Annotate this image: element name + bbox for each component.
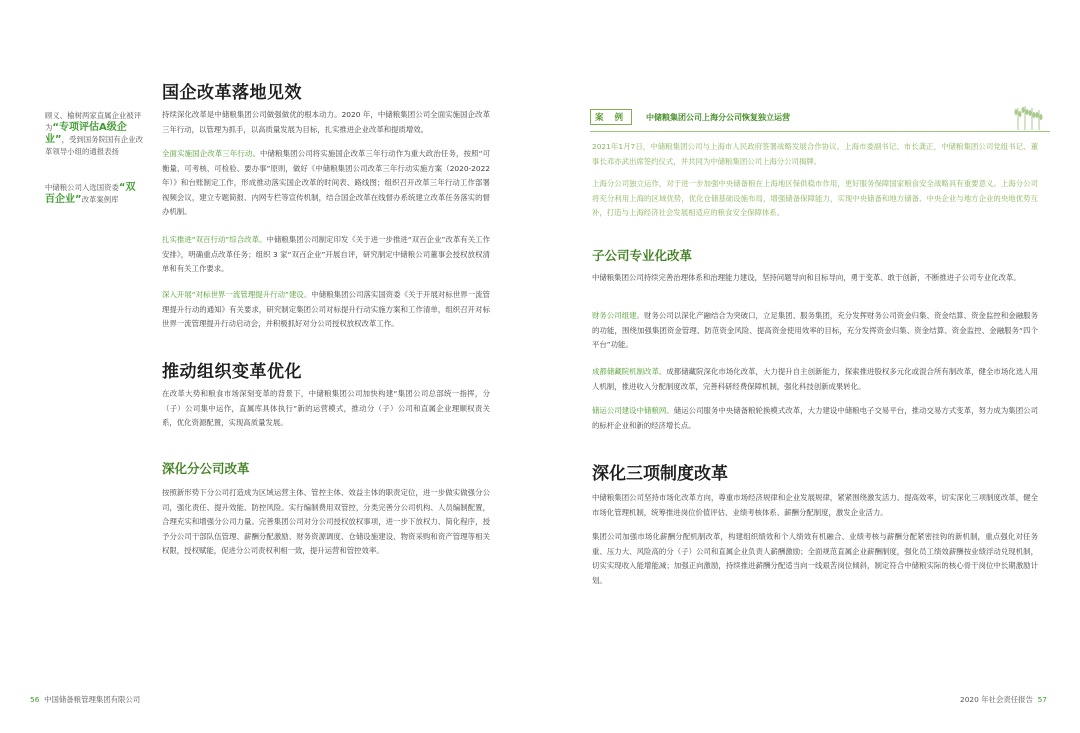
footer-report-title: 2020 年社会责任报告 <box>960 695 1033 704</box>
para-benchmark: 深入开展“对标世界一流管理提升行动”建设。中储粮集团公司落实国资委《关于开展对标世界一流管理提升行动的通知》有关要求，研究制定集团公司对标提升行动实施方案和工作清单，组织召开对标世界一流管理提升行动启动会，并积极抓好对分公司授权放权改革工作。 <box>162 290 490 328</box>
footer-right <box>960 694 1047 705</box>
sidebar-highlight-a: 顾义、榆树两家直属企业被评为“专项评估A级企业”，受到国务院国有企业改革领导小组的通报表扬 <box>45 111 143 156</box>
case-label: 案 例 <box>590 109 632 125</box>
para-three-year-action: 全面实施国企改革三年行动。中储粮集团公司将实施国企改革三年行动作为重大政治任务，按照“可衡量、可考核、可检验、要办事”原则，做好《中储粮集团公司改革三年行动实施方案（2020-2022 年）》和台账制定工作，形成推动落实国企改革的时间表、路线图；组织召开改革三年行动工作部署视频会议，建立专题简报、内网专栏等宣传机制，结合国企改革在线督办系统建立改革任务落实的督办机制。 <box>162 149 490 216</box>
case-para-1: 2021年1月7日，中储粮集团公司与上海市人民政府签署战略发展合作协议。上海市委副书记、市长龚正，中储粮集团公司党组书记、董事长邓亦武出席签约仪式，并共同为中储粮集团公司上海分公司揭牌。 <box>592 142 1038 166</box>
footer-left <box>30 694 140 705</box>
para-branch-reform: 按照新形势下分公司打造成为区域运营主体、管控主体、效益主体的职责定位，进一步做实做强分公司，强化责任、提升效能、防控风险。实行编制费用双管控，分类完善分公司机构、人员编制配置，合理充实和增强分公司力量。完善集团公司对分公司授权放权事项，进一步下放权力、简化程序，授予分公司干部队伍管理、薪酬分配激励、财务资源调度、仓储设施建设、物资采购和资产管理等相关权限，授权赋能，促进分公司责权利相一致，提升运营和管控效率。 <box>162 488 490 555</box>
para-intro: 持续深化改革是中储粮集团公司做强做优的根本动力。2020 年，中储粮集团公司全面实施国企改革三年行动，以管理为抓手，以高质量发展为目标，扎实推进企业改革和提质增效。 <box>162 110 490 134</box>
heading-reform-results: 国企改革落地见效 <box>162 83 302 103</box>
heading-subsidiary-reform: 子公司专业化改革 <box>592 248 693 263</box>
para-three-systems-2: 集团公司加强市场化薪酬分配机制改革，构建组织绩效和个人绩效有机融合、业绩考核与薪酬分配紧密挂钩的新机制，重点强化对任务重、压力大、风险高的分（子）公司和直属企业负责人薪酬激励；全面规范直属企业薪酬制度，强化员工绩效薪酬按业绩浮动兑现机制，切实实现收入能增能减；加强正向激励，持续推进薪酬分配适当向一线艰苦岗位倾斜，制定符合中储粮实际的核心骨干岗位中长期激励计划。 <box>592 532 1038 585</box>
heading-org-reform: 推动组织变革优化 <box>162 362 302 382</box>
para-double-hundred: 扎实推进“双百行动”综合改革。中储粮集团公司制定印发《关于进一步推进“双百企业”改革有关工作安排》，明确重点改革任务；组织 3 家“双百企业”开展自评，研究制定中储粮公司董事会授权放权清单和有关工作要求。 <box>162 235 490 273</box>
sidebar-highlight-a-text: “专项评估A级企业” <box>45 122 127 145</box>
case-title: 中储粮集团公司上海分公司恢复独立运营 <box>645 112 790 122</box>
para-finance-company: 财务公司组建。财务公司以深化产融结合为突破口，立足集团、服务集团，充分发挥财务公司资金归集、资金结算、资金监控和金融服务的功能，围绕加强集团资金管理、防范资金风险、提高资金使用效率的目标，充分发挥资金归集、资金结算、资金监控、金融服务“四个平台”功能。 <box>592 311 1038 349</box>
page-number-right: 57 <box>1037 695 1048 704</box>
sidebar-highlight-b-text: “双百企业” <box>45 182 136 205</box>
page-number-left: 56 <box>30 695 40 704</box>
para-trade-platform: 储运公司建设中储粮网。储运公司服务中央储备粮轮换模式改革，大力建设中储粮电子交易平台，推动交易方式变革，努力成为集团公司的标杆企业和新的经济增长点。 <box>592 406 1038 430</box>
case-para-2: 上海分公司独立运作，对于进一步加强中央储备粮在上海地区保供稳市作用，更好服务保障国家粮食安全战略具有重要意义。上海分公司将充分利用上海的区域优势，优化仓储基础设施布局，增强储备保障能力，实现中央储备和地方储备、中央企业与地方企业的央地优势互补，打造与上海经济社会发展相适应的粮食安全保障体系。 <box>592 179 1038 217</box>
para-three-systems-1: 中储粮集团公司坚持市场化改革方向，尊重市场经济规律和企业发展规律，紧紧围绕激发活力、提高效率，切实深化三项制度改革，健全市场化管理机制，统筹推进岗位价值评估、业绩考核体系、薪酬分配制度，激发企业活力。 <box>592 493 1038 517</box>
heading-branch-reform: 深化分公司改革 <box>162 461 250 476</box>
para-subsidiary-intro: 中储粮集团公司持续完善治理体系和治理能力建设，坚持问题导向和目标导向，勇于变革、敢于创新，不断推进子公司专业化改革。 <box>592 273 1021 282</box>
footer-company: 中国储备粮管理集团有限公司 <box>44 695 141 704</box>
case-box-header <box>590 104 1050 132</box>
sidebar-highlight-b: 中储粮公司入选国资委“双百企业”改革案例库 <box>45 182 136 205</box>
para-chengdu-institute: 成都储藏院机制改革。成都储藏院深化市场化改革，大力提升自主创新能力，探索推进股权多元化或混合所有制改革，健全市场化选人用人机制，推进收入分配制度改革，完善科研经费保障机制，强化科技创新成果转化。 <box>592 367 1038 391</box>
case-divider <box>590 131 1050 132</box>
heading-three-systems: 深化三项制度改革 <box>592 464 728 484</box>
wheat-icon <box>1010 104 1050 130</box>
para-org-reform: 在改革大势和粮食市场深刻变革的背景下，中储粮集团公司加快构建“集团公司总部统一指挥，分（子）公司集中运作，直属库具体执行”新的运营模式，推动分（子）公司和直属企业理顺权责关系，优化资源配置，实现高质量发展。 <box>162 389 490 427</box>
